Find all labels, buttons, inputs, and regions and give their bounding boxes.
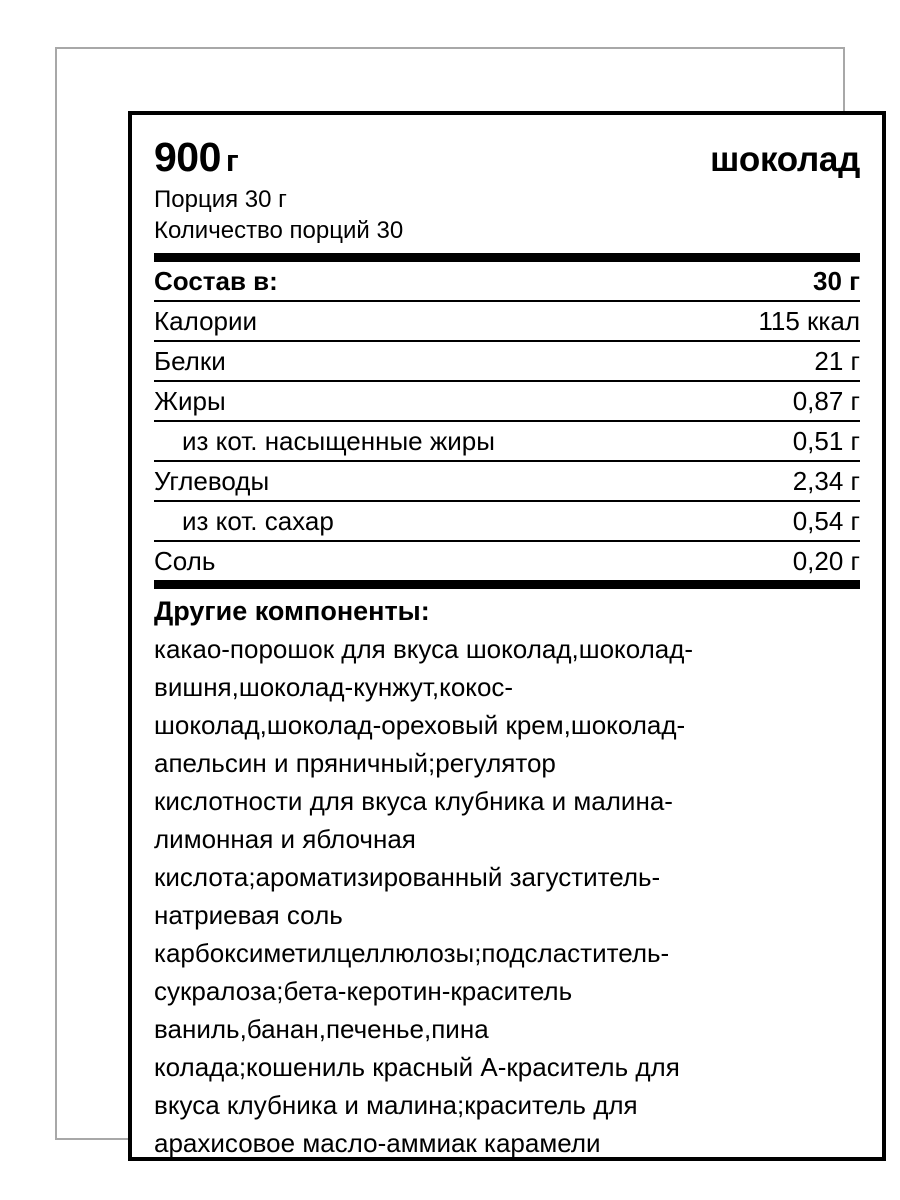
table-row <box>154 542 860 580</box>
nutrient-value: 115 ккал <box>758 306 860 336</box>
ingredients-line: апельсин и пряничный;регулятор <box>154 748 556 778</box>
table-row-sub <box>154 422 860 460</box>
outer-frame <box>55 47 860 1158</box>
ingredients-text <box>154 630 826 1162</box>
serving-size: Порция 30 г <box>154 186 287 213</box>
table-header-value: 30 г <box>813 266 860 296</box>
nutrient-value: 21 г <box>814 346 860 376</box>
ingredients-line: сукралоза;бета-керотин-краситель <box>154 976 573 1006</box>
table-row <box>154 462 860 500</box>
flavour-title: шоколад <box>710 140 860 179</box>
table-row-sub <box>154 502 860 540</box>
nutrient-label: Жиры <box>154 386 226 416</box>
servings-per-container: Количество порций 30 <box>154 217 404 244</box>
ingredients-line: колада;кошениль красный А-краситель для <box>154 1052 680 1082</box>
table-footer-divider-thick <box>154 580 860 589</box>
net-weight-unit: г <box>225 143 239 178</box>
table-header-row <box>154 262 860 300</box>
ingredients-heading: Другие компоненты: <box>154 596 430 626</box>
ingredients-line: кислотности для вкуса клубника и малина- <box>154 786 673 816</box>
nutrition-label-panel <box>128 111 886 1161</box>
label-header <box>154 134 860 180</box>
ingredients-line: какао-порошок для вкуса шоколад,шоколад- <box>154 634 694 664</box>
nutrient-value: 2,34 г <box>792 466 860 496</box>
nutrient-value: 0,87 г <box>792 386 860 416</box>
net-weight-value: 900 <box>154 134 221 180</box>
nutrition-table <box>154 262 860 580</box>
ingredients-line: карбоксиметилцеллюлозы;подсластитель- <box>154 938 670 968</box>
table-header-label: Состав в: <box>154 266 278 296</box>
table-row <box>154 382 860 420</box>
nutrient-label: Белки <box>154 346 226 376</box>
table-row <box>154 342 860 380</box>
ingredients-line: лимонная и яблочная <box>154 824 416 854</box>
ingredients-line: вишня,шоколад-кунжут,кокос- <box>154 672 514 702</box>
nutrient-label: Соль <box>154 546 216 576</box>
nutrient-label: Калории <box>154 306 258 336</box>
nutrient-value: 0,20 г <box>792 546 860 576</box>
nutrient-value: 0,54 г <box>792 506 860 536</box>
nutrient-label: Углеводы <box>154 466 270 496</box>
nutrient-label: из кот. насыщенные жиры <box>182 426 495 456</box>
table-row <box>154 302 860 340</box>
ingredients-line: ваниль,банан,печенье,пина <box>154 1014 489 1044</box>
ingredients-line: шоколад,шоколад-ореховый крем,шоколад- <box>154 710 686 740</box>
ingredients-line: кислота;ароматизированный загуститель- <box>154 862 661 892</box>
net-weight <box>154 134 239 180</box>
serving-info <box>154 184 860 246</box>
nutrient-value: 0,51 г <box>792 426 860 456</box>
ingredients-line: вкуса клубника и малина;краситель для <box>154 1090 638 1120</box>
ingredients-line: арахисовое масло-аммиак карамели <box>154 1128 601 1158</box>
nutrient-label: из кот. сахар <box>182 506 334 536</box>
header-divider-thick <box>154 253 860 262</box>
ingredients-line: натриевая соль <box>154 900 343 930</box>
